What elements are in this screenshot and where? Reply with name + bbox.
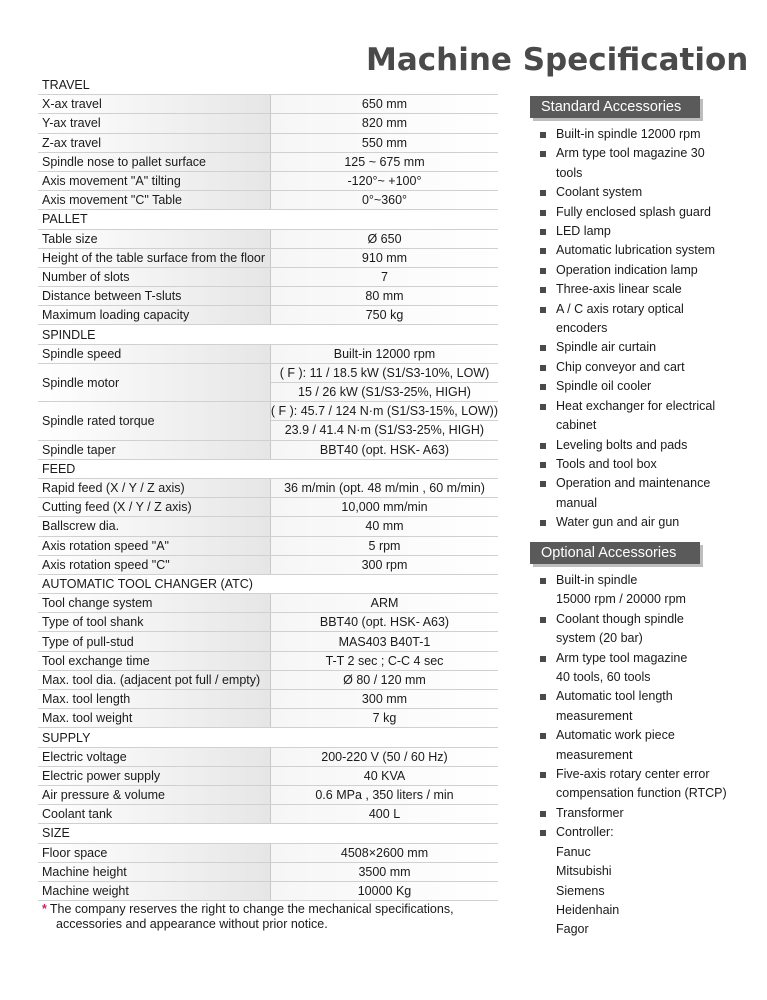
accessory-item [538,144,763,183]
spec-row [38,134,498,153]
spec-value: 4508×2600 mm [270,844,498,862]
accessory-text: Automatic lubrication system [556,243,716,258]
spec-value: 200-220 V (50 / 60 Hz) [270,748,498,766]
spec-section-row [38,210,498,229]
spec-value-line: ( F ): 11 / 18.5 kW (S1/S3-10%, LOW) [271,364,498,383]
square-bullet-icon [540,481,546,487]
spec-value [270,364,498,401]
accessory-text: 15000 rpm / 20000 rpm [556,592,686,607]
footnote [42,902,502,932]
spec-row [38,709,498,728]
square-bullet-icon [540,210,546,216]
spec-section-label: PALLET [42,212,88,227]
square-bullet-icon [540,443,546,449]
accessory-text: measurement [556,747,633,762]
spec-row [38,345,498,364]
spec-row [38,690,498,709]
accessory-text: 40 tools, 60 tools [556,670,651,685]
spec-label: Z-ax travel [38,134,270,152]
standard-accessories-list [538,125,763,533]
spec-value: 10,000 mm/min [270,498,498,516]
accessory-item [538,765,763,804]
spec-row [38,479,498,498]
square-bullet-icon [540,248,546,254]
accessory-item [538,183,763,202]
spec-label: Number of slots [38,268,270,286]
spec-label: Axis rotation speed "A" [38,537,270,555]
spec-label: Air pressure & volume [38,786,270,804]
accessory-item [538,125,763,144]
accessory-text: Operation and maintenance [556,476,711,491]
square-bullet-icon [540,617,546,623]
square-bullet-icon [540,132,546,138]
spec-value: Built-in 12000 rpm [270,345,498,363]
accessory-item [538,436,763,455]
spec-value: 300 rpm [270,556,498,574]
spec-row [38,767,498,786]
spec-row [38,114,498,133]
square-bullet-icon [540,151,546,157]
accessory-text: compensation function (RTCP) [556,786,727,801]
square-bullet-icon [540,772,546,778]
accessory-text: Automatic tool length [556,689,673,704]
accessory-text: A / C axis rotary optical [556,301,684,316]
spec-row [38,249,498,268]
square-bullet-icon [540,811,546,817]
square-bullet-icon [540,365,546,371]
accessory-item [538,338,763,357]
spec-row [38,632,498,651]
square-bullet-icon [540,520,546,526]
accessory-item [538,397,763,436]
spec-row [38,537,498,556]
accessory-text: Coolant system [556,185,643,200]
spec-value: 5 rpm [270,537,498,555]
square-bullet-icon [540,190,546,196]
accessory-item [538,474,763,513]
square-bullet-icon [540,656,546,662]
accessory-item [538,610,763,649]
spec-row [38,556,498,575]
spec-label: Axis movement "C" Table [38,191,270,209]
accessory-item [538,687,763,726]
accessory-text: measurement [556,708,633,723]
spec-value: -120°~ +100° [270,172,498,190]
accessory-text: Fanuc [556,844,591,859]
spec-value: 36 m/min (opt. 48 m/min , 60 m/min) [270,479,498,497]
accessory-text: Tools and tool box [556,456,657,471]
spec-value: T-T 2 sec ; C-C 4 sec [270,652,498,670]
accessory-item [538,241,763,260]
spec-label: Spindle nose to pallet surface [38,153,270,171]
spec-row [38,594,498,613]
spec-section-label: SPINDLE [42,327,96,342]
spec-row [38,882,498,901]
spec-section-label: TRAVEL [42,78,90,93]
accessory-text: Heat exchanger for electrical [556,398,716,413]
spec-value: 400 L [270,805,498,823]
spec-label: Floor space [38,844,270,862]
spec-label: Spindle motor [38,364,270,401]
spec-row [38,748,498,767]
spec-row [38,805,498,824]
spec-label: Spindle rated torque [38,402,270,439]
accessory-text: encoders [556,321,608,336]
spec-label: Max. tool weight [38,709,270,727]
accessory-text: cabinet [556,418,597,433]
spec-row [38,441,498,460]
accessory-text: Controller: [556,825,614,840]
spec-row [38,844,498,863]
spec-label: Electric voltage [38,748,270,766]
spec-row [38,364,498,402]
spec-row [38,613,498,632]
spec-value: 820 mm [270,114,498,132]
spec-label: X-ax travel [38,95,270,113]
spec-row [38,287,498,306]
square-bullet-icon [540,404,546,410]
specification-table [38,76,498,901]
accessory-text: LED lamp [556,224,611,239]
accessory-text: Built-in spindle 12000 rpm [556,127,701,141]
spec-value: BBT40 (opt. HSK- A63) [270,441,498,459]
spec-label: Spindle taper [38,441,270,459]
accessory-text: Automatic work piece [556,728,675,743]
spec-section-row [38,824,498,843]
accessory-text: Chip conveyor and cart [556,359,685,374]
spec-label: Spindle speed [38,345,270,363]
spec-value: 300 mm [270,690,498,708]
square-bullet-icon [540,384,546,390]
spec-row [38,652,498,671]
spec-section-row [38,460,498,479]
spec-section-row [38,575,498,594]
square-bullet-icon [540,733,546,739]
spec-section-row [38,325,498,344]
accessory-item [538,203,763,222]
spec-value: 80 mm [270,287,498,305]
accessory-text: Five-axis rotary center error [556,767,710,782]
spec-value-line: ( F ): 45.7 / 124 N·m (S1/S3-15%, LOW)) [271,402,498,421]
accessory-text: system (20 bar) [556,631,643,646]
spec-value: 550 mm [270,134,498,152]
page-title: Machine Specification [366,42,749,78]
spec-label: Y-ax travel [38,114,270,132]
spec-section-row [38,76,498,95]
spec-label: Machine height [38,863,270,881]
spec-row [38,786,498,805]
square-bullet-icon [540,830,546,836]
accessory-item [538,300,763,339]
spec-value: 750 kg [270,306,498,324]
accessory-text: tools [556,165,583,180]
asterisk-icon: * [42,902,47,916]
square-bullet-icon [540,229,546,235]
spec-label: Ballscrew dia. [38,517,270,535]
spec-value: 40 mm [270,517,498,535]
accessory-item [538,804,763,823]
spec-row [38,402,498,440]
accessory-item [538,823,763,939]
spec-value-line: 15 / 26 kW (S1/S3-25%, HIGH) [298,384,471,399]
square-bullet-icon [540,287,546,293]
square-bullet-icon [540,462,546,468]
spec-value: ARM [270,594,498,612]
accessory-text: Mitsubishi [556,864,612,879]
spec-row [38,191,498,210]
spec-label: Type of tool shank [38,613,270,631]
accessory-text: Water gun and air gun [556,515,680,530]
footnote-line-1: The company reserves the right to change the mechanical specifications, [49,902,454,916]
spec-row [38,230,498,249]
spec-section-row [38,728,498,747]
spec-label: Maximum loading capacity [38,306,270,324]
spec-row [38,498,498,517]
spec-row [38,517,498,536]
accessory-text: Spindle air curtain [556,340,657,355]
spec-row [38,172,498,191]
spec-value: 0.6 MPa , 350 liters / min [270,786,498,804]
spec-value: 3500 mm [270,863,498,881]
spec-label: Tool change system [38,594,270,612]
spec-label: Rapid feed (X / Y / Z axis) [38,479,270,497]
accessory-text: Coolant though spindle [556,611,684,626]
accessory-item [538,280,763,299]
spec-value: 7 [270,268,498,286]
accessory-text: Three-axis linear scale [556,282,682,297]
accessory-text: Fully enclosed splash guard [556,204,711,219]
accessory-item [538,377,763,396]
spec-label: Cutting feed (X / Y / Z axis) [38,498,270,516]
accessory-text: manual [556,495,597,510]
square-bullet-icon [540,307,546,313]
accessory-item [538,455,763,474]
spec-label: Type of pull-stud [38,632,270,650]
spec-row [38,671,498,690]
spec-label: Axis movement "A" tilting [38,172,270,190]
spec-label: Distance between T-sluts [38,287,270,305]
spec-value: 910 mm [270,249,498,267]
spec-value: BBT40 (opt. HSK- A63) [270,613,498,631]
spec-row [38,306,498,325]
accessory-text: Heidenhain [556,902,620,917]
footnote-line-2: accessories and appearance without prior notice. [56,917,328,931]
spec-value-line: 23.9 / 41.4 N·m (S1/S3-25%, HIGH) [284,423,485,438]
spec-label: Tool exchange time [38,652,270,670]
accessory-text: Arm type tool magazine [556,650,688,665]
square-bullet-icon [540,694,546,700]
accessory-item [538,222,763,241]
spec-label: Coolant tank [38,805,270,823]
accessory-text: Leveling bolts and pads [556,437,688,452]
spec-value [270,402,498,439]
spec-value: Ø 80 / 120 mm [270,671,498,689]
spec-value: MAS403 B40T-1 [270,632,498,650]
spec-section-label: FEED [42,461,76,476]
accessory-item [538,726,763,765]
spec-value: Ø 650 [270,230,498,248]
accessory-text: Built-in spindle [556,573,638,587]
spec-section-label: SIZE [42,826,70,841]
accessory-text: Operation indication lamp [556,262,698,277]
accessory-text: Fagor [556,922,589,937]
spec-label: Electric power supply [38,767,270,785]
spec-value: 650 mm [270,95,498,113]
accessory-item [538,649,763,688]
spec-label: Machine weight [38,882,270,900]
optional-accessories-list [538,571,763,940]
accessory-item [538,358,763,377]
spec-section-label: SUPPLY [42,730,91,745]
spec-value: 10000 Kg [270,882,498,900]
square-bullet-icon [540,578,546,584]
spec-row [38,153,498,172]
spec-value: 125 ~ 675 mm [270,153,498,171]
spec-label: Max. tool dia. (adjacent pot full / empty) [38,671,270,689]
standard-accessories-header: Standard Accessories [530,96,700,118]
spec-label: Table size [38,230,270,248]
accessory-item [538,571,763,610]
spec-label: Height of the table surface from the floor [38,249,270,267]
spec-row [38,268,498,287]
square-bullet-icon [540,345,546,351]
spec-label: Max. tool length [38,690,270,708]
accessory-text: Spindle oil cooler [556,379,652,394]
spec-row [38,95,498,114]
accessory-item [538,261,763,280]
spec-value: 0°~360° [270,191,498,209]
spec-value: 7 kg [270,709,498,727]
accessory-item [538,513,763,532]
square-bullet-icon [540,268,546,274]
accessory-text: Siemens [556,883,605,898]
accessory-text: Arm type tool magazine 30 [556,146,705,161]
spec-section-label: AUTOMATIC TOOL CHANGER (ATC) [42,577,253,591]
optional-accessories-header: Optional Accessories [530,542,700,564]
accessory-text: Transformer [556,805,624,820]
spec-label: Axis rotation speed "C" [38,556,270,574]
spec-value: 40 KVA [270,767,498,785]
spec-row [38,863,498,882]
